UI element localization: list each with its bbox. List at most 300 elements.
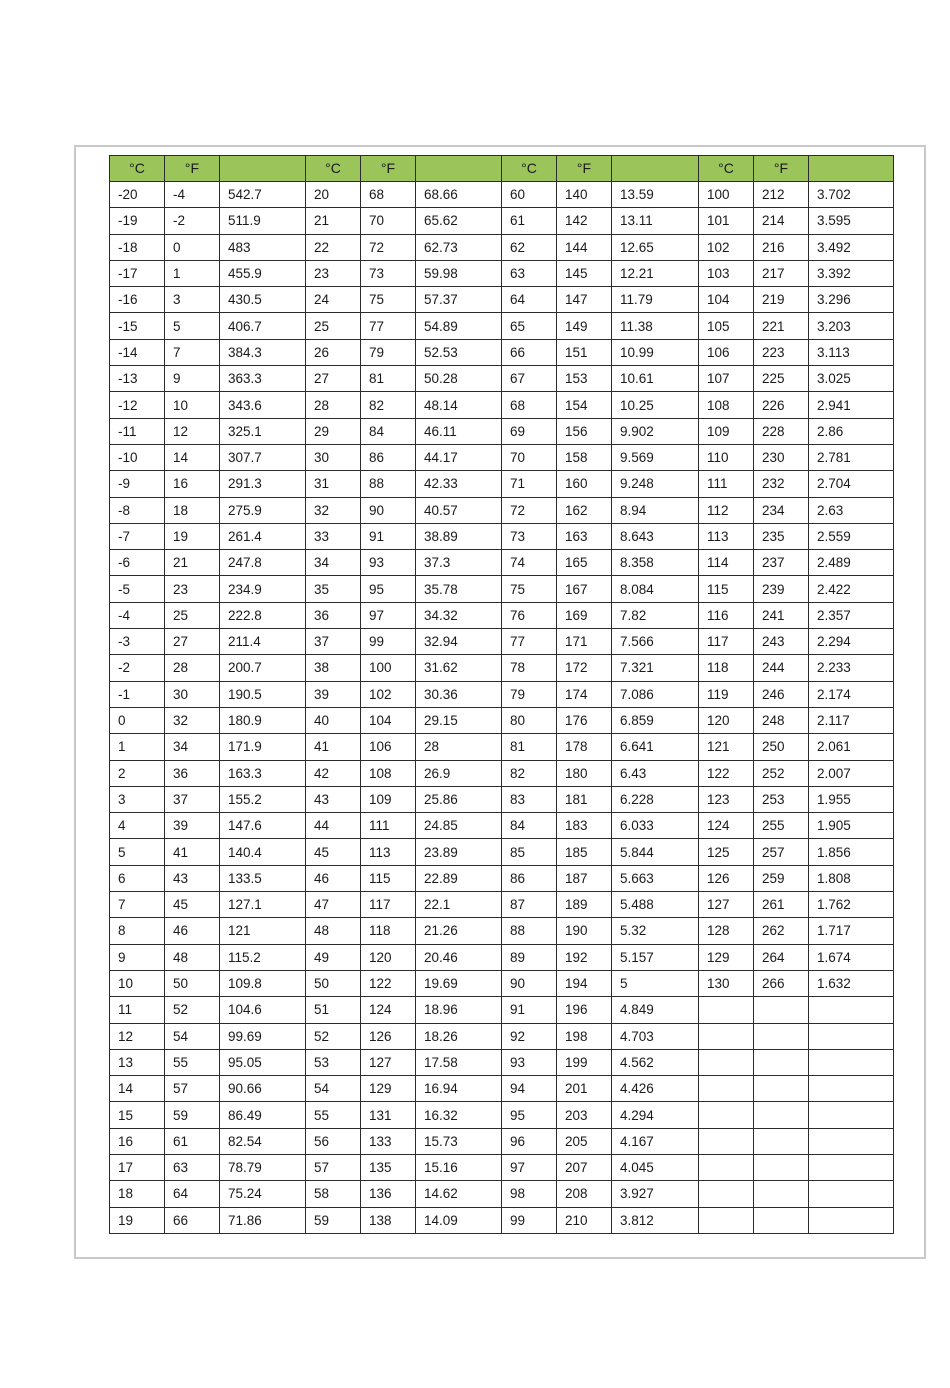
table-cell: 21.26 xyxy=(416,918,502,944)
table-cell: 129 xyxy=(699,944,754,970)
table-cell: 3 xyxy=(110,786,165,812)
table-cell: 0 xyxy=(165,234,220,260)
table-cell xyxy=(699,1128,754,1154)
table-cell: 20.46 xyxy=(416,944,502,970)
table-cell: 189 xyxy=(557,892,612,918)
table-cell: 32.94 xyxy=(416,629,502,655)
table-cell: 178 xyxy=(557,734,612,760)
table-cell: 219 xyxy=(754,287,809,313)
table-cell: 4.167 xyxy=(612,1128,699,1154)
table-cell: 3.492 xyxy=(809,234,894,260)
table-cell: 3.702 xyxy=(809,182,894,208)
table-cell: -2 xyxy=(110,655,165,681)
table-cell: 4.045 xyxy=(612,1154,699,1180)
table-cell xyxy=(699,1207,754,1233)
table-cell: 234 xyxy=(754,497,809,523)
table-cell: 29.15 xyxy=(416,707,502,733)
table-cell xyxy=(754,1154,809,1180)
table-cell: 75.24 xyxy=(220,1181,306,1207)
table-cell: 62 xyxy=(502,234,557,260)
table-cell: 120 xyxy=(699,707,754,733)
table-cell: 114 xyxy=(699,550,754,576)
table-cell: 17.58 xyxy=(416,1049,502,1075)
table-cell: 122 xyxy=(699,760,754,786)
table-cell: 124 xyxy=(361,997,416,1023)
table-cell: 210 xyxy=(557,1207,612,1233)
table-cell: 14 xyxy=(165,444,220,470)
header-celsius-2: °C xyxy=(306,156,361,182)
table-cell xyxy=(754,1128,809,1154)
table-cell: 13.59 xyxy=(612,182,699,208)
table-cell: 252 xyxy=(754,760,809,786)
table-row xyxy=(110,760,894,786)
table-cell: 129 xyxy=(361,1076,416,1102)
table-cell: 151 xyxy=(557,339,612,365)
table-cell: 1.632 xyxy=(809,970,894,996)
table-row xyxy=(110,1076,894,1102)
table-cell: 455.9 xyxy=(220,260,306,286)
table-cell: 94 xyxy=(502,1076,557,1102)
table-cell: 325.1 xyxy=(220,418,306,444)
table-cell: 72 xyxy=(361,234,416,260)
table-cell: 95.05 xyxy=(220,1049,306,1075)
table-cell: -14 xyxy=(110,339,165,365)
table-row xyxy=(110,1102,894,1128)
table-cell: 102 xyxy=(361,681,416,707)
table-cell: 50 xyxy=(306,970,361,996)
table-row xyxy=(110,339,894,365)
table-cell: 13 xyxy=(110,1049,165,1075)
table-row xyxy=(110,1181,894,1207)
table-cell: 250 xyxy=(754,734,809,760)
table-cell: 44.17 xyxy=(416,444,502,470)
table-cell: 7.566 xyxy=(612,629,699,655)
table-cell: 77 xyxy=(502,629,557,655)
table-cell: 26.9 xyxy=(416,760,502,786)
table-cell: 74 xyxy=(502,550,557,576)
table-cell: 102 xyxy=(699,234,754,260)
table-cell: 104 xyxy=(361,707,416,733)
table-cell: 88 xyxy=(502,918,557,944)
table-cell: 2.007 xyxy=(809,760,894,786)
table-cell: -20 xyxy=(110,182,165,208)
table-cell: 118 xyxy=(361,918,416,944)
table-cell: 23.89 xyxy=(416,839,502,865)
table-cell: 38.89 xyxy=(416,523,502,549)
table-cell: 50.28 xyxy=(416,366,502,392)
table-cell: 241 xyxy=(754,602,809,628)
table-cell: 109 xyxy=(699,418,754,444)
table-cell: 163 xyxy=(557,523,612,549)
table-cell: 7.82 xyxy=(612,602,699,628)
table-cell: 230 xyxy=(754,444,809,470)
table-cell: 77 xyxy=(361,313,416,339)
table-cell xyxy=(754,1102,809,1128)
table-cell: 2.117 xyxy=(809,707,894,733)
table-cell: 207 xyxy=(557,1154,612,1180)
header-celsius-1: °C xyxy=(110,156,165,182)
table-cell: 96 xyxy=(502,1128,557,1154)
table-cell: 5.157 xyxy=(612,944,699,970)
table-cell: 21 xyxy=(306,208,361,234)
table-cell: 8.643 xyxy=(612,523,699,549)
table-cell: 149 xyxy=(557,313,612,339)
table-cell: 2.422 xyxy=(809,576,894,602)
table-cell: 247.8 xyxy=(220,550,306,576)
table-cell xyxy=(754,1076,809,1102)
table-cell: 1 xyxy=(110,734,165,760)
table-cell: 2.357 xyxy=(809,602,894,628)
table-cell: 63 xyxy=(502,260,557,286)
table-cell: 98 xyxy=(502,1181,557,1207)
table-cell: 18.26 xyxy=(416,1023,502,1049)
table-cell: 187 xyxy=(557,865,612,891)
table-row xyxy=(110,734,894,760)
table-cell: 35.78 xyxy=(416,576,502,602)
table-cell: 12 xyxy=(165,418,220,444)
table-row xyxy=(110,576,894,602)
table-cell: 73 xyxy=(502,523,557,549)
table-cell: 39 xyxy=(165,813,220,839)
table-cell: 76 xyxy=(502,602,557,628)
table-cell xyxy=(754,1049,809,1075)
table-cell: 10.61 xyxy=(612,366,699,392)
table-cell: 13.11 xyxy=(612,208,699,234)
table-cell: 26 xyxy=(306,339,361,365)
table-cell: 106 xyxy=(361,734,416,760)
table-cell: 511.9 xyxy=(220,208,306,234)
table-cell: 165 xyxy=(557,550,612,576)
table-cell: 7 xyxy=(165,339,220,365)
table-cell: 49 xyxy=(306,944,361,970)
table-cell: 199 xyxy=(557,1049,612,1075)
table-header xyxy=(110,156,894,182)
table-cell xyxy=(809,1023,894,1049)
table-cell: 138 xyxy=(361,1207,416,1233)
table-cell: 22.89 xyxy=(416,865,502,891)
table-cell: 93 xyxy=(502,1049,557,1075)
table-cell: 58 xyxy=(306,1181,361,1207)
table-cell: 244 xyxy=(754,655,809,681)
table-cell: 117 xyxy=(699,629,754,655)
header-fahrenheit-4: °F xyxy=(754,156,809,182)
table-cell: -1 xyxy=(110,681,165,707)
table-cell: 171 xyxy=(557,629,612,655)
table-cell: 117 xyxy=(361,892,416,918)
table-cell: 59 xyxy=(165,1102,220,1128)
table-cell: 180 xyxy=(557,760,612,786)
table-cell: 86 xyxy=(361,444,416,470)
table-cell: 4.849 xyxy=(612,997,699,1023)
table-cell: 158 xyxy=(557,444,612,470)
table-cell: 8 xyxy=(110,918,165,944)
table-row xyxy=(110,681,894,707)
table-row xyxy=(110,444,894,470)
table-cell: 100 xyxy=(361,655,416,681)
table-cell: 169 xyxy=(557,602,612,628)
table-cell: 1.717 xyxy=(809,918,894,944)
table-cell: 2.63 xyxy=(809,497,894,523)
table-cell: 131 xyxy=(361,1102,416,1128)
table-cell: 5 xyxy=(165,313,220,339)
table-row xyxy=(110,602,894,628)
table-cell: -4 xyxy=(165,182,220,208)
table-cell: 16 xyxy=(165,471,220,497)
table-cell: 181 xyxy=(557,786,612,812)
table-cell: 190.5 xyxy=(220,681,306,707)
table-cell: 111 xyxy=(361,813,416,839)
table-cell: 235 xyxy=(754,523,809,549)
table-row xyxy=(110,839,894,865)
table-cell: 125 xyxy=(699,839,754,865)
table-cell: 83 xyxy=(502,786,557,812)
table-row xyxy=(110,970,894,996)
table-cell: 5 xyxy=(612,970,699,996)
table-cell: 216 xyxy=(754,234,809,260)
table-cell: 4.294 xyxy=(612,1102,699,1128)
table-cell: 41 xyxy=(306,734,361,760)
table-cell: -6 xyxy=(110,550,165,576)
header-celsius-4: °C xyxy=(699,156,754,182)
table-cell xyxy=(809,1154,894,1180)
table-cell: 84 xyxy=(361,418,416,444)
table-cell: 16 xyxy=(110,1128,165,1154)
table-row xyxy=(110,182,894,208)
table-row xyxy=(110,313,894,339)
table-cell: 4.562 xyxy=(612,1049,699,1075)
table-cell: 10 xyxy=(110,970,165,996)
table-cell: 101 xyxy=(699,208,754,234)
table-cell: 86 xyxy=(502,865,557,891)
table-cell: 1.762 xyxy=(809,892,894,918)
table-cell: 217 xyxy=(754,260,809,286)
table-cell: 19 xyxy=(165,523,220,549)
table-cell: 113 xyxy=(699,523,754,549)
table-cell: 4.426 xyxy=(612,1076,699,1102)
table-cell: -13 xyxy=(110,366,165,392)
table-cell: 266 xyxy=(754,970,809,996)
table-cell: 54 xyxy=(306,1076,361,1102)
table-cell: 3.025 xyxy=(809,366,894,392)
table-cell: 54.89 xyxy=(416,313,502,339)
table-cell: 115 xyxy=(361,865,416,891)
table-cell: 111 xyxy=(699,471,754,497)
table-cell: 37 xyxy=(165,786,220,812)
table-cell: 19.69 xyxy=(416,970,502,996)
table-cell: 8.358 xyxy=(612,550,699,576)
table-cell: 205 xyxy=(557,1128,612,1154)
table-cell: 69 xyxy=(502,418,557,444)
table-cell: 72 xyxy=(502,497,557,523)
table-cell: 57 xyxy=(306,1154,361,1180)
table-cell: 48 xyxy=(306,918,361,944)
table-cell: 66 xyxy=(502,339,557,365)
table-cell: 214 xyxy=(754,208,809,234)
table-row xyxy=(110,892,894,918)
table-cell: 64 xyxy=(502,287,557,313)
table-cell: 133.5 xyxy=(220,865,306,891)
table-cell: 25 xyxy=(306,313,361,339)
table-cell: 91 xyxy=(361,523,416,549)
table-cell: 307.7 xyxy=(220,444,306,470)
table-row xyxy=(110,550,894,576)
table-cell: 47 xyxy=(306,892,361,918)
header-row xyxy=(110,156,894,182)
table-cell: 50 xyxy=(165,970,220,996)
table-cell: 44 xyxy=(306,813,361,839)
table-row xyxy=(110,997,894,1023)
table-cell xyxy=(699,1023,754,1049)
table-row xyxy=(110,471,894,497)
table-cell: 126 xyxy=(699,865,754,891)
table-cell: 121 xyxy=(220,918,306,944)
table-cell: 127 xyxy=(361,1049,416,1075)
table-cell: 262 xyxy=(754,918,809,944)
table-cell: 1.856 xyxy=(809,839,894,865)
table-cell xyxy=(809,1128,894,1154)
table-row xyxy=(110,707,894,733)
header-value-1 xyxy=(220,156,306,182)
table-cell: 109 xyxy=(361,786,416,812)
table-cell: 46.11 xyxy=(416,418,502,444)
table-cell: 261.4 xyxy=(220,523,306,549)
table-cell: 51 xyxy=(306,997,361,1023)
table-cell: 163.3 xyxy=(220,760,306,786)
table-cell: 43 xyxy=(165,865,220,891)
table-cell: 105 xyxy=(699,313,754,339)
table-row xyxy=(110,287,894,313)
table-cell: 194 xyxy=(557,970,612,996)
table-cell: 9.902 xyxy=(612,418,699,444)
table-cell: 104 xyxy=(699,287,754,313)
table-cell: 93 xyxy=(361,550,416,576)
table-cell: 239 xyxy=(754,576,809,602)
table-cell: 29 xyxy=(306,418,361,444)
table-cell: -18 xyxy=(110,234,165,260)
table-cell: 25 xyxy=(165,602,220,628)
table-cell: -8 xyxy=(110,497,165,523)
table-cell: 37 xyxy=(306,629,361,655)
table-row xyxy=(110,234,894,260)
table-cell: 35 xyxy=(306,576,361,602)
table-cell: 92 xyxy=(502,1023,557,1049)
table-row xyxy=(110,497,894,523)
table-cell: 3.113 xyxy=(809,339,894,365)
table-cell: 162 xyxy=(557,497,612,523)
table-cell: 88 xyxy=(361,471,416,497)
table-cell: 1.955 xyxy=(809,786,894,812)
table-cell: 9 xyxy=(110,944,165,970)
table-cell: 68 xyxy=(361,182,416,208)
table-cell: 7.086 xyxy=(612,681,699,707)
table-cell: 99 xyxy=(361,629,416,655)
table-cell: 1.808 xyxy=(809,865,894,891)
table-cell xyxy=(699,1076,754,1102)
table-cell xyxy=(699,1181,754,1207)
table-cell: 3.927 xyxy=(612,1181,699,1207)
table-cell: 198 xyxy=(557,1023,612,1049)
table-cell: 99 xyxy=(502,1207,557,1233)
table-row xyxy=(110,366,894,392)
table-cell: 79 xyxy=(361,339,416,365)
table-cell: 208 xyxy=(557,1181,612,1207)
table-cell: -10 xyxy=(110,444,165,470)
table-cell: 32 xyxy=(165,707,220,733)
table-row xyxy=(110,418,894,444)
table-cell: 46 xyxy=(306,865,361,891)
table-cell: 155.2 xyxy=(220,786,306,812)
table-cell: 3.812 xyxy=(612,1207,699,1233)
table-cell: 31.62 xyxy=(416,655,502,681)
table-cell: -16 xyxy=(110,287,165,313)
table-cell xyxy=(699,997,754,1023)
table-cell: 55 xyxy=(165,1049,220,1075)
table-cell: 259 xyxy=(754,865,809,891)
table-cell: 48 xyxy=(165,944,220,970)
table-cell xyxy=(699,1102,754,1128)
table-cell: 406.7 xyxy=(220,313,306,339)
table-row xyxy=(110,1128,894,1154)
table-cell: 18 xyxy=(110,1181,165,1207)
table-cell: 45 xyxy=(165,892,220,918)
table-cell: 87 xyxy=(502,892,557,918)
table-cell: 2.233 xyxy=(809,655,894,681)
table-cell: 142 xyxy=(557,208,612,234)
table-cell: 183 xyxy=(557,813,612,839)
table-cell: 61 xyxy=(165,1128,220,1154)
table-cell xyxy=(809,1207,894,1233)
table-cell: 2.489 xyxy=(809,550,894,576)
table-cell: 124 xyxy=(699,813,754,839)
table-cell: -4 xyxy=(110,602,165,628)
table-cell: 28 xyxy=(416,734,502,760)
table-cell: 192 xyxy=(557,944,612,970)
table-cell: 97 xyxy=(502,1154,557,1180)
table-cell: 82 xyxy=(361,392,416,418)
table-cell: 264 xyxy=(754,944,809,970)
table-cell: 3 xyxy=(165,287,220,313)
table-cell: 16.32 xyxy=(416,1102,502,1128)
table-cell: 6 xyxy=(110,865,165,891)
table-cell: 255 xyxy=(754,813,809,839)
table-cell: 223 xyxy=(754,339,809,365)
table-cell: 113 xyxy=(361,839,416,865)
table-cell: 67 xyxy=(502,366,557,392)
table-cell: 48.14 xyxy=(416,392,502,418)
table-cell: 122 xyxy=(361,970,416,996)
table-cell: 133 xyxy=(361,1128,416,1154)
table-row xyxy=(110,1023,894,1049)
table-cell: 0 xyxy=(110,707,165,733)
table-cell: 16.94 xyxy=(416,1076,502,1102)
table-cell: 221 xyxy=(754,313,809,339)
table-cell: 39 xyxy=(306,681,361,707)
table-cell: 22.1 xyxy=(416,892,502,918)
table-cell: 82.54 xyxy=(220,1128,306,1154)
table-cell: 118 xyxy=(699,655,754,681)
table-cell: 109.8 xyxy=(220,970,306,996)
table-cell: 147.6 xyxy=(220,813,306,839)
table-cell: 33 xyxy=(306,523,361,549)
table-cell: 2 xyxy=(110,760,165,786)
table-cell: 59.98 xyxy=(416,260,502,286)
table-cell: 2.174 xyxy=(809,681,894,707)
table-row xyxy=(110,208,894,234)
table-cell: 90 xyxy=(502,970,557,996)
table-cell: 140.4 xyxy=(220,839,306,865)
table-cell: 275.9 xyxy=(220,497,306,523)
header-fahrenheit-3: °F xyxy=(557,156,612,182)
